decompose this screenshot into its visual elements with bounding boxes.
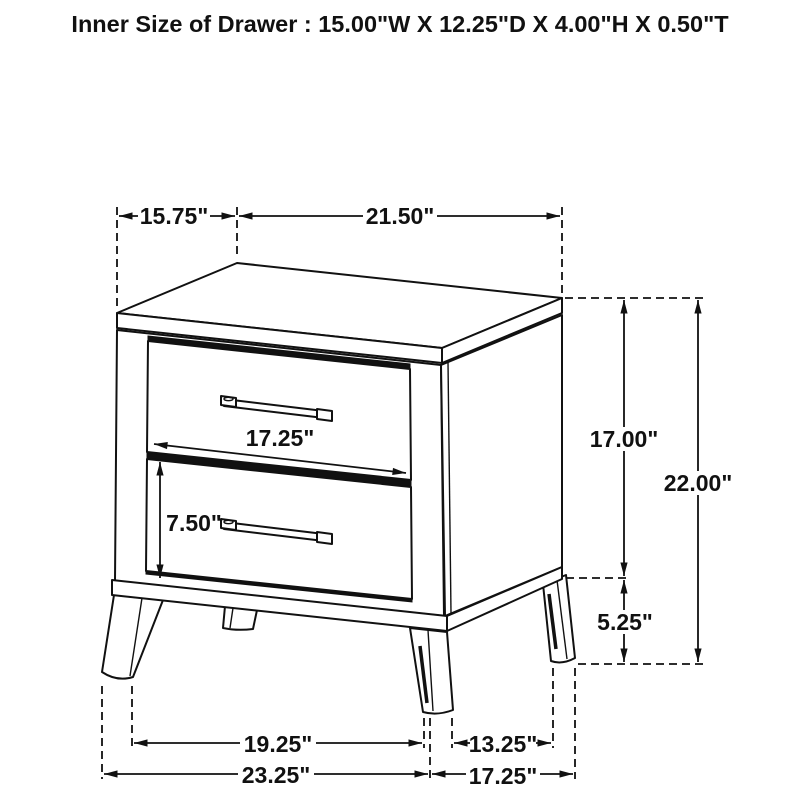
dim-label-feet-inner-front: 19.25" [243,731,313,757]
back-right-leg [543,575,575,662]
dim-label-overall-height: 22.00" [663,470,733,496]
front-left-leg [102,595,163,679]
dim-label-feet-outer-front: 23.25" [241,762,311,788]
page-title: Inner Size of Drawer : 15.00"W X 12.25"D X 4.00"H X 0.50"T [71,11,729,37]
dim-label-case-height: 17.00" [589,426,659,452]
front-right-leg [410,628,453,714]
dim-label-drawer2-height: 7.50" [166,510,222,536]
dim-label-leg-height: 5.25" [597,609,653,635]
drawer-1-handle-right-post [317,409,332,421]
dim-label-top-depth: 15.75" [139,203,209,229]
dim-label-drawer-width: 17.25" [245,425,315,451]
dim-label-top-width: 21.50" [365,203,435,229]
dim-label-feet-outer-side: 17.25" [468,763,538,789]
drawer-2-handle-right-post [317,532,332,544]
dim-label-feet-inner-side: 13.25" [468,731,538,757]
side-panel [441,315,562,616]
nightstand-drawing [102,263,575,714]
